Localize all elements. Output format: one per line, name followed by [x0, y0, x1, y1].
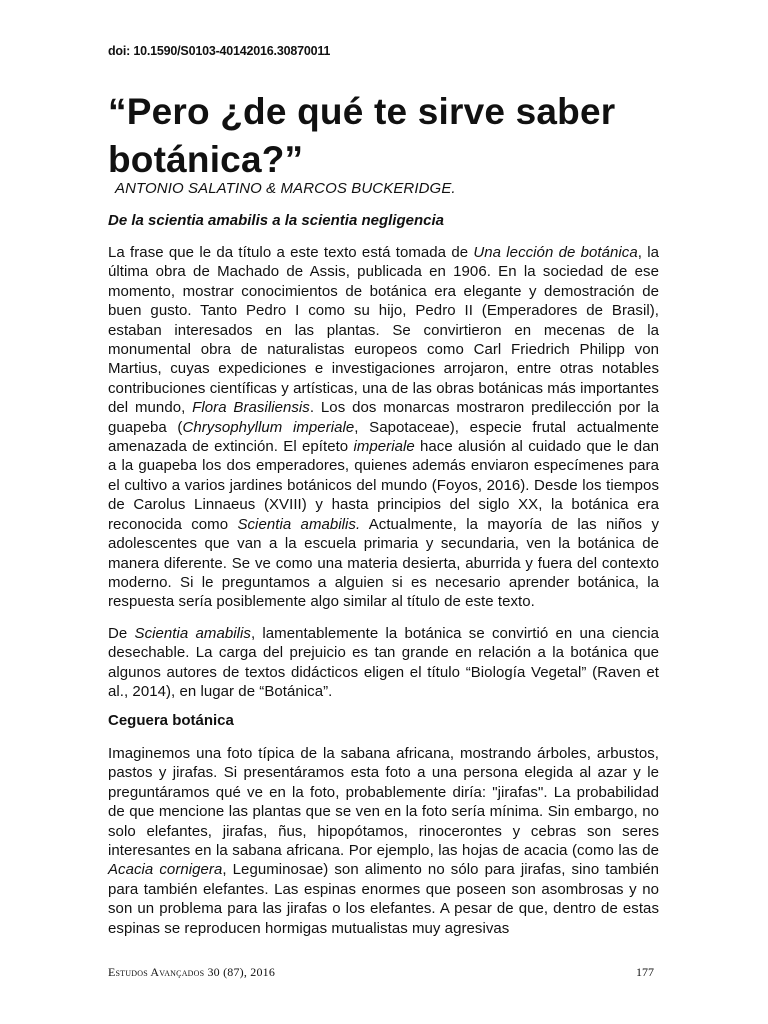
text-run: , lamentablemente la botánica se convirtió en una ciencia desechable. La carga del prejuicio es tan grande en relación a la botánica que algunos autores de textos didácticos eligen el título “Biología Vegetal” (Raven et al., 2014), en lugar de “Botánica”.: [108, 625, 659, 701]
doi-line: doi: 10.1590/S0103-40142016.30870011: [108, 44, 331, 58]
paragraph-2: [108, 624, 659, 702]
text-run: La frase que le da título a este texto está tomada de: [108, 244, 474, 261]
text-run: De: [108, 625, 135, 642]
journal-issue: 30 (87), 2016: [207, 965, 276, 979]
text-run: , Leguminosae) son alimento no sólo para jirafas, sino también para también elefantes. Las espinas enormes que poseen son asombrosas y no son un problema para las jirafas o los elefantes. A pesar de que, dentro de estas espinas se reproducen hormigas mutualistas muy agresivas: [108, 861, 659, 937]
text-run: , la última obra de Machado de Assis, publicada en 1906. En la sociedad de ese momento, mostrar conocimientos de botánica era elegante y demostración de buen gusto. Tanto Pedro I como su hijo, Pedro II (Emperadores de Brasil), estaban interesados en las plantas. Se convirtieron en mecenas de la monumental obra de naturalistas europeos como Carl Friedrich Philipp von Martius, cuyas expediciones e investigaciones arrojaron, entre otras notables contribuciones científicas y artísticas, una de las obras botánicas más importantes del mundo,: [108, 244, 659, 417]
section-heading-2: Ceguera botánica: [108, 712, 234, 729]
page-number: 177: [636, 965, 654, 979]
text-run: , Sapotaceae), especie frutal actualmente amenazada de extinción. El epíteto: [108, 418, 659, 456]
italic-run: Flora Brasiliensis: [192, 399, 310, 417]
text-run: Actualmente, la mayoría de las niños y adolescentes que van a la escuela primaria y secundaria, ven la botánica de manera diferente. Se ve como una materia desierta, aburrida y fuera del contexto moderno. Si le preguntamos a alguien si es necesario aprender botánica, la respuesta sería posiblemente algo similar al título de este texto.: [108, 515, 659, 611]
text-run: . Los dos monarcas mostraron predilección por la guapeba (: [108, 399, 660, 436]
paragraph-3: [108, 744, 659, 938]
italic-run: imperiale: [353, 438, 415, 456]
text-run: hace alusión al cuidado que le dan a la guapeba los dos emperadores, quienes además enviaron especímenes para el cultivo a varios jardines botánicos del mundo (Foyos, 2016). Desde los tiempos de Carolus Linnaeus (XVIII) y hasta principios del siglo XX, la botánica era reconocida como: [108, 438, 659, 533]
italic-run: Scientia amabilis.: [237, 515, 361, 533]
journal-name: Estudos Avançados: [108, 965, 205, 979]
section-heading-1: De la scientia amabilis a la scientia negligencia: [108, 212, 444, 229]
authors-line: ANTONIO SALATINO & MARCOS BUCKERIDGE.: [115, 180, 456, 197]
text-run: Imaginemos una foto típica de la sabana africana, mostrando árboles, arbustos, pastos y jirafas. Si presentáramos esta foto a una persona elegida al azar y le preguntáramos qué ve en la foto, probablemente diría: "jirafas". La probabilidad de que mencione las plantas que se ven en la foto sería mínima. Sin embargo, no solo elefantes, jirafas, ñus, hipopótamos, rinocerontes y cebras son seres interesantes en la sabana africana. Por ejemplo, las hojas de acacia (como las de: [108, 745, 659, 860]
paragraph-1: [108, 243, 659, 612]
italic-run: Chrysophyllum imperiale: [182, 418, 355, 436]
footer-journal: [108, 965, 275, 980]
article-title: “Pero ¿de qué te sirve saber botánica?”: [108, 91, 616, 180]
italic-run: Acacia cornigera: [108, 861, 223, 879]
italic-run: Scientia amabilis: [134, 625, 251, 642]
italic-run: Una lección de botánica: [473, 244, 638, 261]
